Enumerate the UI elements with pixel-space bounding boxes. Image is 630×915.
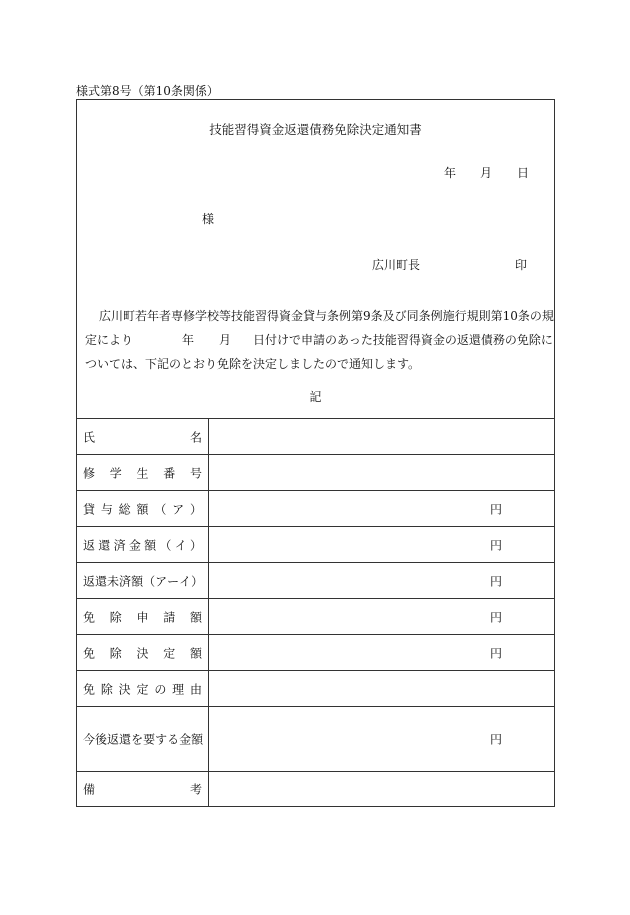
- details-table: [76, 418, 555, 807]
- notice-form: [76, 99, 555, 807]
- table-row: [77, 671, 555, 707]
- table-row: [77, 419, 555, 455]
- row-label: 免 除 申 請 額: [83, 610, 202, 624]
- record-heading: 記: [309, 390, 322, 404]
- row-value-cell[interactable]: [209, 419, 555, 455]
- row-value-cell[interactable]: [209, 527, 555, 563]
- table-row: [77, 455, 555, 491]
- body-line-2-year: 年: [182, 333, 195, 347]
- row-label: 返 還 未 済 額 （ ア ー イ ）: [83, 574, 204, 588]
- row-value-cell[interactable]: [209, 707, 555, 772]
- body-line-2-month: 月: [219, 333, 232, 347]
- row-label-cell: [77, 599, 209, 635]
- date-day: 日: [517, 166, 530, 180]
- table-row: [77, 491, 555, 527]
- body-line-1: 広川町若年者専修学校等技能習得資金貸与条例第9条及び同条例施行規則第10条の規: [99, 309, 554, 323]
- row-value-cell[interactable]: [209, 671, 555, 707]
- row-value-cell[interactable]: [209, 772, 555, 807]
- row-value-cell[interactable]: [209, 455, 555, 491]
- row-label-cell: [77, 772, 209, 807]
- date-month: 月: [480, 166, 493, 180]
- row-label-cell: [77, 455, 209, 491]
- row-label-cell: [77, 635, 209, 671]
- table-row: [77, 527, 555, 563]
- row-value-cell[interactable]: [209, 599, 555, 635]
- row-label-cell: [77, 707, 209, 772]
- row-value-cell[interactable]: [209, 563, 555, 599]
- row-label: 氏 名: [83, 430, 202, 444]
- row-label: 免 除 決 定 の 理 由: [83, 682, 202, 696]
- row-label: 貸 与 総 額 （ ア ）: [83, 502, 202, 516]
- table-row: [77, 563, 555, 599]
- row-label-cell: [77, 491, 209, 527]
- row-label-cell: [77, 419, 209, 455]
- yen-unit: 円: [490, 538, 503, 552]
- body-line-2-rest: 日付けで申請のあった技能習得資金の返還債務の免除に: [253, 333, 553, 347]
- document-title: 技能習得資金返還債務免除決定通知書: [209, 122, 422, 137]
- row-label: 返 還 済 金 額 （ イ ）: [83, 538, 202, 552]
- row-label-cell: [77, 563, 209, 599]
- row-value-cell[interactable]: [209, 635, 555, 671]
- row-label: 免 除 決 定 額: [83, 646, 202, 660]
- body-line-2-start: 定により: [85, 333, 134, 347]
- row-label-cell: [77, 671, 209, 707]
- form-number-label: 様式第8号（第10条関係）: [76, 84, 219, 98]
- seal-mark: 印: [515, 258, 528, 272]
- row-label: 今 後 返 還 を 要 す る 金 額: [83, 732, 204, 747]
- addressee-honorific: 様: [202, 212, 215, 226]
- body-line-3: ついては、下記のとおり免除を決定しましたので通知します。: [85, 357, 421, 371]
- yen-unit: 円: [490, 646, 503, 660]
- row-label-cell: [77, 527, 209, 563]
- yen-unit: 円: [490, 732, 503, 747]
- table-row: [77, 599, 555, 635]
- table-row: [77, 635, 555, 671]
- row-value-cell[interactable]: [209, 491, 555, 527]
- table-row: [77, 772, 555, 807]
- yen-unit: 円: [490, 502, 503, 516]
- table-row: [77, 707, 555, 772]
- date-year: 年: [444, 166, 457, 180]
- yen-unit: 円: [490, 574, 503, 588]
- row-label: 修 学 生 番 号: [83, 466, 202, 480]
- issuer-title: 広川町長: [372, 258, 421, 272]
- yen-unit: 円: [490, 610, 503, 624]
- row-label: 備 考: [83, 782, 202, 797]
